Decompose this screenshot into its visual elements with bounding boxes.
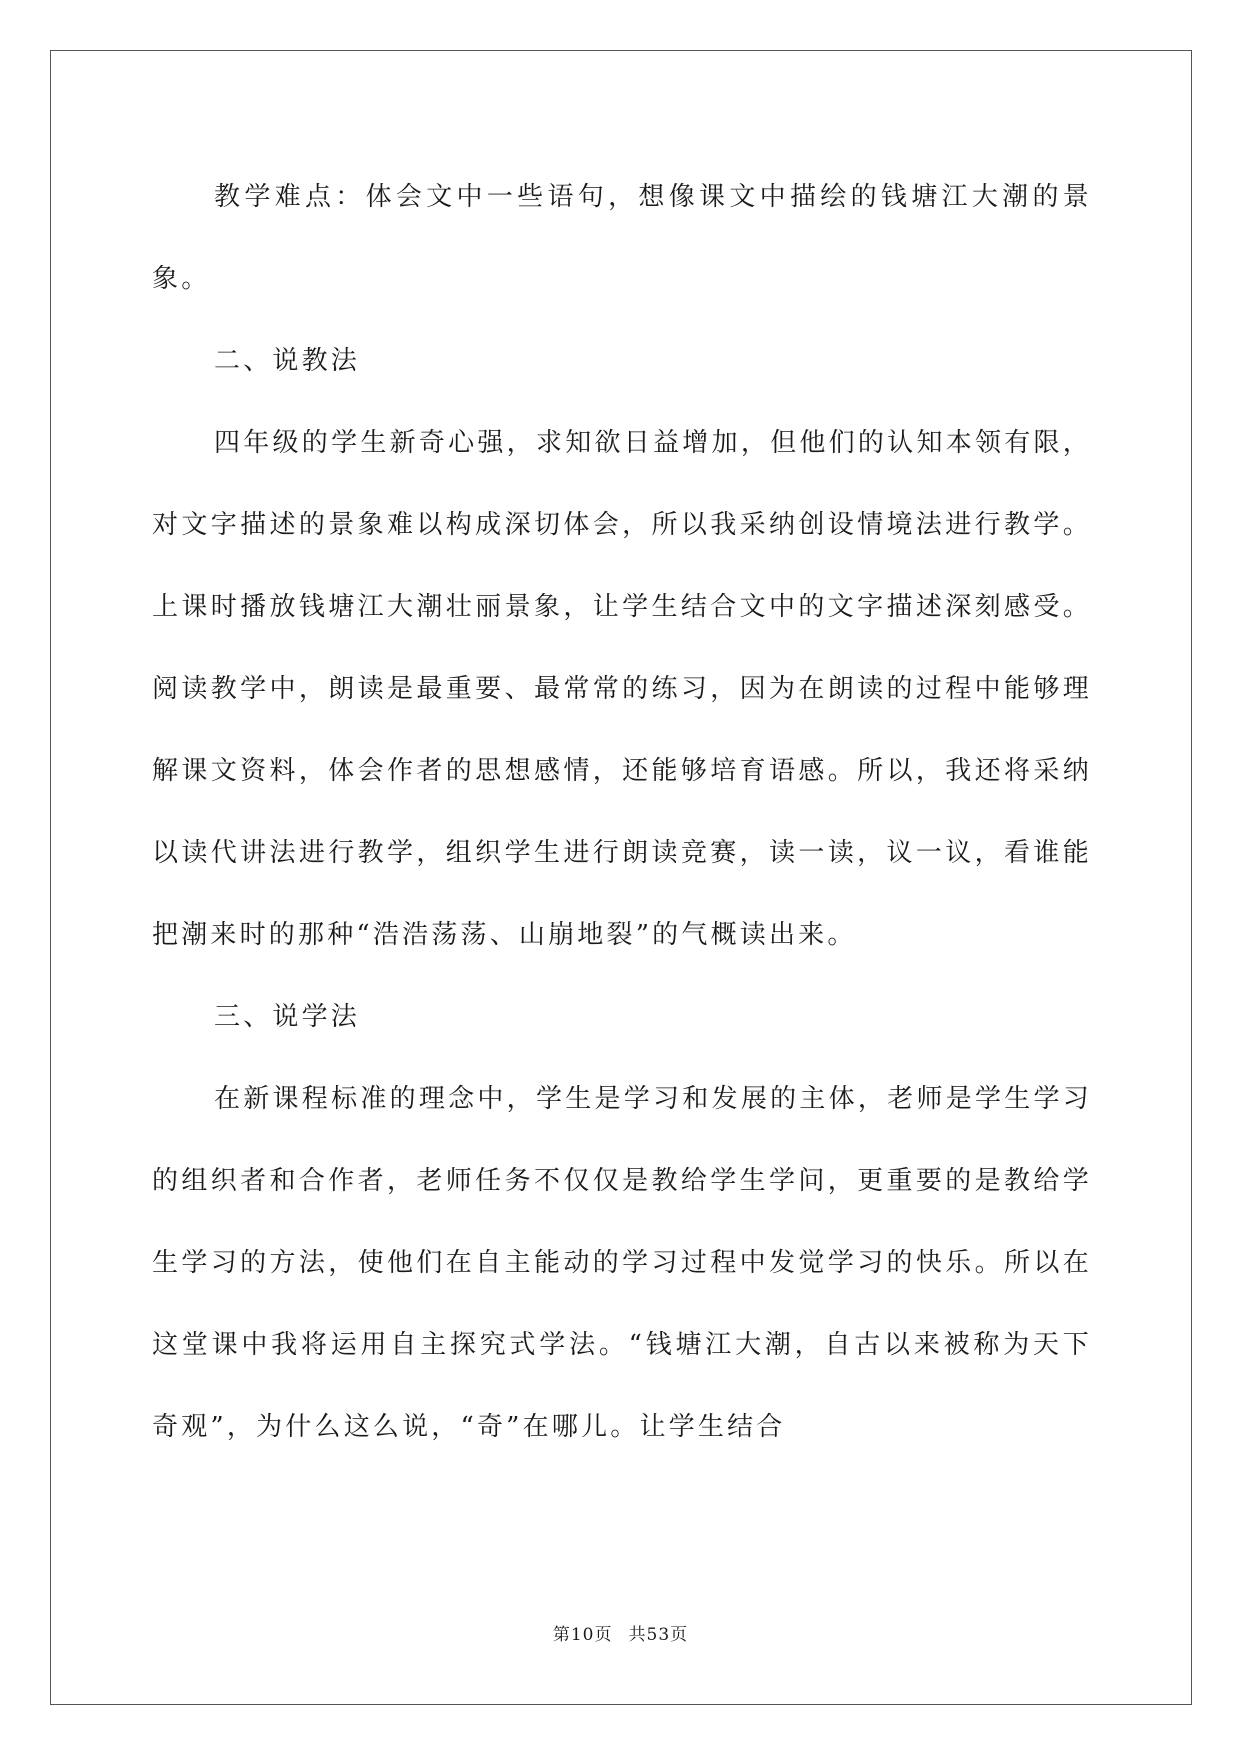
- page-number: 第10页: [552, 1625, 613, 1645]
- page-total: 共53页: [628, 1625, 689, 1645]
- heading-learning-method: 三、说学法: [214, 1002, 361, 1032]
- paragraph-learning-method: 在新课程标准的理念中，学生是学习和发展的主体，老师是学生学习的组织者和合作者，老师任务不仅仅是教给学生学问，更重要的是教给学生学习的方法，使他们在自主能动的学习过程中发觉学习的快乐。所以在这堂课中我将运用自主探究式学法。“钱塘江大潮，自古以来被称为天下奇观”，为什么这么说，“奇”在哪儿。让学生结合: [152, 1084, 1092, 1442]
- page-footer: [0, 1620, 1241, 1645]
- document-body: [152, 156, 1092, 1468]
- paragraph-teaching-method: 四年级的学生新奇心强，求知欲日益增加，但他们的认知本领有限，对文字描述的景象难以构成深切体会，所以我采纳创设情境法进行教学。上课时播放钱塘江大潮壮丽景象，让学生结合文中的文字描述深刻感受。阅读教学中，朗读是最重要、最常常的练习，因为在朗读的过程中能够理解课文资料，体会作者的思想感情，还能够培育语感。所以，我还将采纳以读代讲法进行教学，组织学生进行朗读竞赛，读一读，议一议，看谁能把潮来时的那种“浩浩荡荡、山崩地裂”的气概读出来。: [152, 428, 1092, 950]
- paragraph-teaching-difficulty: 教学难点：体会文中一些语句，想像课文中描绘的钱塘江大潮的景象。: [152, 182, 1092, 294]
- heading-teaching-method: 二、说教法: [214, 346, 361, 376]
